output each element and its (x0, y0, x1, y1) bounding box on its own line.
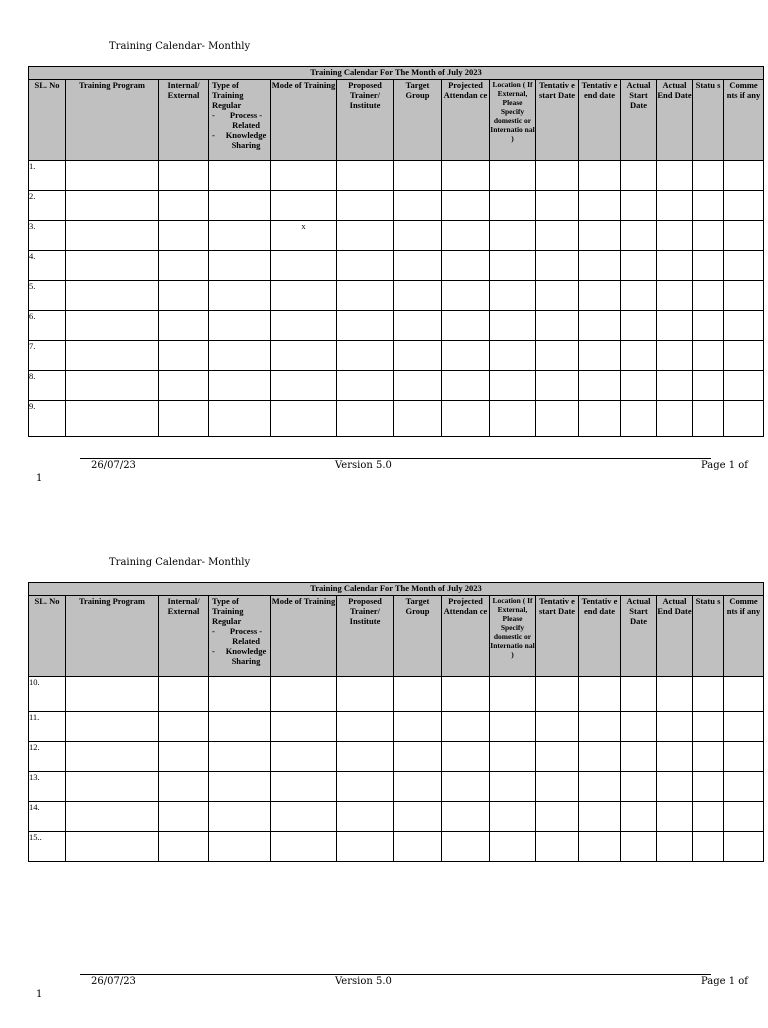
table-cell[interactable] (66, 341, 159, 371)
table-cell[interactable] (159, 802, 209, 832)
table-cell[interactable] (394, 401, 442, 437)
table-cell[interactable] (657, 802, 693, 832)
table-cell[interactable] (394, 311, 442, 341)
table-cell[interactable] (536, 802, 579, 832)
header-projected-attendance: Projected Attendan ce (442, 596, 490, 677)
table-cell[interactable] (693, 371, 724, 401)
table-cell[interactable] (442, 772, 490, 802)
table-cell[interactable] (159, 371, 209, 401)
footer-page-total: 1 (36, 473, 43, 484)
cell-mode-of-training[interactable] (271, 161, 337, 191)
table-cell[interactable] (724, 802, 764, 832)
table-cell[interactable] (657, 161, 693, 191)
table-cell[interactable] (579, 832, 621, 862)
document-title: Training Calendar- Monthly (109, 557, 251, 568)
table-cell[interactable] (657, 311, 693, 341)
training-calendar-table (28, 582, 764, 862)
header-type-of-training (209, 596, 271, 677)
table-cell[interactable] (693, 251, 724, 281)
table-cell[interactable] (536, 161, 579, 191)
table-cell[interactable] (724, 371, 764, 401)
table-cell[interactable] (657, 742, 693, 772)
row-number: 7. (29, 341, 66, 371)
table-cell[interactable] (209, 341, 271, 371)
table-cell[interactable] (621, 221, 657, 251)
table-cell[interactable] (621, 712, 657, 742)
table-cell[interactable] (579, 251, 621, 281)
footer-version: Version 5.0 (335, 460, 392, 471)
table-cell[interactable] (337, 251, 394, 281)
table-cell[interactable] (621, 341, 657, 371)
type-knowledge-sharing: - Knowledge Sharing (212, 130, 270, 150)
table-cell[interactable] (536, 311, 579, 341)
document-title: Training Calendar- Monthly (109, 41, 251, 52)
table-cell[interactable] (621, 161, 657, 191)
table-cell[interactable] (442, 311, 490, 341)
type-regular: Regular (212, 616, 242, 626)
footer-divider (80, 458, 711, 459)
table-cell[interactable] (724, 281, 764, 311)
header-type-of-training (209, 80, 271, 161)
table-cell[interactable] (579, 371, 621, 401)
row-number: 5. (29, 281, 66, 311)
table-cell[interactable] (337, 712, 394, 742)
header-sl-no: SL. No (29, 596, 66, 677)
table-cell[interactable] (724, 191, 764, 221)
header-sl-no: SL. No (29, 80, 66, 161)
table-cell[interactable] (657, 772, 693, 802)
table-cell[interactable] (536, 832, 579, 862)
table-cell[interactable] (693, 712, 724, 742)
table-cell[interactable] (693, 802, 724, 832)
training-calendar-table (28, 66, 764, 437)
table-cell[interactable] (693, 161, 724, 191)
table-cell[interactable] (337, 677, 394, 712)
table-cell[interactable] (442, 677, 490, 712)
cell-mode-of-training[interactable] (271, 281, 337, 311)
table-cell[interactable] (394, 251, 442, 281)
table-cell[interactable] (337, 401, 394, 437)
table-cell[interactable] (159, 281, 209, 311)
row-number: 8. (29, 371, 66, 401)
table-cell[interactable] (724, 221, 764, 251)
table-cell[interactable] (66, 712, 159, 742)
table-cell[interactable] (337, 191, 394, 221)
table-cell[interactable] (394, 221, 442, 251)
cell-mode-of-training[interactable] (271, 371, 337, 401)
header-status: Statu s (693, 80, 724, 161)
table-cell[interactable] (579, 311, 621, 341)
table-cell[interactable] (337, 161, 394, 191)
table-cell[interactable] (536, 677, 579, 712)
row-number: 14. (29, 802, 66, 832)
header-training-program: Training Program (66, 596, 159, 677)
table-cell[interactable] (579, 161, 621, 191)
table-cell[interactable] (657, 712, 693, 742)
table-cell[interactable] (724, 677, 764, 712)
table-cell[interactable] (66, 311, 159, 341)
table-cell[interactable] (693, 221, 724, 251)
cell-mode-of-training[interactable] (271, 712, 337, 742)
table-cell[interactable] (159, 251, 209, 281)
table-cell[interactable] (693, 742, 724, 772)
table-cell[interactable] (337, 341, 394, 371)
table-cell[interactable] (536, 221, 579, 251)
table-cell[interactable] (579, 221, 621, 251)
table-cell[interactable] (209, 251, 271, 281)
table-cell[interactable] (66, 371, 159, 401)
cell-mode-of-training[interactable] (271, 401, 337, 437)
table-cell[interactable] (209, 191, 271, 221)
table-row (29, 802, 764, 832)
table-cell[interactable] (490, 311, 536, 341)
type-knowledge-sharing: - Knowledge Sharing (212, 646, 270, 666)
table-cell[interactable] (579, 191, 621, 221)
table-cell[interactable] (657, 251, 693, 281)
table-cell[interactable] (442, 161, 490, 191)
type-process-related: - Process - Related (212, 110, 270, 130)
header-actual-end: Actual End Date (657, 80, 693, 161)
table-cell[interactable] (490, 401, 536, 437)
header-mode-of-training: Mode of Training (271, 596, 337, 677)
table-cell[interactable] (536, 712, 579, 742)
table-cell[interactable] (490, 832, 536, 862)
table-row (29, 251, 764, 281)
table-cell[interactable] (724, 311, 764, 341)
table-row (29, 191, 764, 221)
header-actual-start: Actual Start Date (621, 80, 657, 161)
cell-mode-of-training[interactable]: x (271, 221, 337, 251)
header-comments: Comme nts if any (724, 80, 764, 161)
table-caption: Training Calendar For The Month of July 2023 (29, 583, 764, 596)
row-number: 2. (29, 191, 66, 221)
table-cell[interactable] (159, 341, 209, 371)
table-cell[interactable] (337, 772, 394, 802)
table-cell[interactable] (337, 371, 394, 401)
table-cell[interactable] (657, 221, 693, 251)
row-number: 11. (29, 712, 66, 742)
table-cell[interactable] (536, 401, 579, 437)
table-cell[interactable] (579, 802, 621, 832)
table-cell[interactable] (394, 677, 442, 712)
header-tentative-start: Tentativ e start Date (536, 596, 579, 677)
row-number: 10. (29, 677, 66, 712)
table-cell[interactable] (657, 341, 693, 371)
table-cell[interactable] (159, 677, 209, 712)
header-internal-external: Internal/ External (159, 596, 209, 677)
row-number: 15.. (29, 832, 66, 862)
row-number: 3. (29, 221, 66, 251)
table-row (29, 161, 764, 191)
footer-page-number: Page 1 of (701, 976, 749, 987)
table-cell[interactable] (693, 311, 724, 341)
table-row (29, 341, 764, 371)
table-cell[interactable] (579, 401, 621, 437)
table-cell[interactable] (621, 742, 657, 772)
table-cell[interactable] (209, 802, 271, 832)
table-row (29, 221, 764, 251)
cell-mode-of-training[interactable] (271, 677, 337, 712)
footer-page-number: Page 1 of (701, 460, 749, 471)
table-cell[interactable] (66, 401, 159, 437)
table-cell[interactable] (490, 341, 536, 371)
header-comments: Comme nts if any (724, 596, 764, 677)
table-cell[interactable] (724, 772, 764, 802)
table-cell[interactable] (209, 371, 271, 401)
cell-mode-of-training[interactable] (271, 341, 337, 371)
table-cell[interactable] (394, 802, 442, 832)
table-cell[interactable] (579, 712, 621, 742)
table-cell[interactable] (337, 221, 394, 251)
cell-mode-of-training[interactable] (271, 191, 337, 221)
table-cell[interactable] (490, 251, 536, 281)
table-cell[interactable] (579, 742, 621, 772)
table-cell[interactable] (159, 161, 209, 191)
table-cell[interactable] (394, 191, 442, 221)
table-cell[interactable] (337, 742, 394, 772)
table-cell[interactable] (209, 742, 271, 772)
header-internal-external: Internal/ External (159, 80, 209, 161)
cell-mode-of-training[interactable] (271, 742, 337, 772)
table-cell[interactable] (159, 772, 209, 802)
table-cell[interactable] (490, 712, 536, 742)
table-cell[interactable] (66, 772, 159, 802)
table-cell[interactable] (621, 191, 657, 221)
table-cell[interactable] (724, 251, 764, 281)
table-cell[interactable] (693, 341, 724, 371)
table-cell[interactable] (693, 677, 724, 712)
table-cell[interactable] (579, 772, 621, 802)
table-cell[interactable] (209, 161, 271, 191)
header-projected-attendance: Projected Attendan ce (442, 80, 490, 161)
table-cell[interactable] (209, 401, 271, 437)
table-cell[interactable] (621, 832, 657, 862)
header-target-group: Target Group (394, 80, 442, 161)
cell-mode-of-training[interactable] (271, 802, 337, 832)
table-cell[interactable] (66, 832, 159, 862)
table-cell[interactable] (621, 401, 657, 437)
table-row (29, 371, 764, 401)
table-row (29, 311, 764, 341)
table-cell[interactable] (442, 832, 490, 862)
table-cell[interactable] (536, 341, 579, 371)
table-cell[interactable] (657, 677, 693, 712)
table-cell[interactable] (209, 712, 271, 742)
table-cell[interactable] (394, 832, 442, 862)
row-number: 6. (29, 311, 66, 341)
table-cell[interactable] (621, 772, 657, 802)
table-cell[interactable] (66, 161, 159, 191)
table-cell[interactable] (209, 677, 271, 712)
table-cell[interactable] (657, 281, 693, 311)
cell-mode-of-training[interactable] (271, 832, 337, 862)
header-location: Location ( If External, Please Specify domestic or Internatio nal ) (490, 80, 536, 161)
table-cell[interactable] (66, 281, 159, 311)
table-cell[interactable] (724, 742, 764, 772)
table-cell[interactable] (490, 221, 536, 251)
table-cell[interactable] (66, 802, 159, 832)
table-row (29, 677, 764, 712)
document-page-2 (0, 516, 768, 1028)
table-cell[interactable] (657, 401, 693, 437)
table-cell[interactable] (159, 221, 209, 251)
table-cell[interactable] (724, 401, 764, 437)
table-cell[interactable] (159, 401, 209, 437)
table-cell[interactable] (579, 677, 621, 712)
table-cell[interactable] (394, 281, 442, 311)
table-cell[interactable] (621, 251, 657, 281)
table-cell[interactable] (490, 742, 536, 772)
table-cell[interactable] (159, 742, 209, 772)
table-cell[interactable] (209, 832, 271, 862)
table-row (29, 401, 764, 437)
table-cell[interactable] (536, 281, 579, 311)
table-cell[interactable] (159, 832, 209, 862)
table-cell[interactable] (490, 281, 536, 311)
type-title: Type of Training (212, 596, 244, 616)
table-cell[interactable] (394, 742, 442, 772)
table-cell[interactable] (442, 251, 490, 281)
table-cell[interactable] (693, 401, 724, 437)
table-cell[interactable] (693, 832, 724, 862)
table-cell[interactable] (394, 712, 442, 742)
table-cell[interactable] (490, 677, 536, 712)
table-cell[interactable] (394, 161, 442, 191)
table-cell[interactable] (337, 311, 394, 341)
table-row (29, 281, 764, 311)
table-cell[interactable] (621, 677, 657, 712)
header-target-group: Target Group (394, 596, 442, 677)
table-cell[interactable] (536, 742, 579, 772)
table-cell[interactable] (209, 772, 271, 802)
header-tentative-end: Tentativ e end date (579, 596, 621, 677)
table-cell[interactable] (66, 251, 159, 281)
table-cell[interactable] (442, 712, 490, 742)
header-status: Statu s (693, 596, 724, 677)
table-cell[interactable] (657, 371, 693, 401)
footer-divider (80, 974, 711, 975)
table-cell[interactable] (724, 161, 764, 191)
header-training-program: Training Program (66, 80, 159, 161)
table-cell[interactable] (209, 281, 271, 311)
row-number: 13. (29, 772, 66, 802)
table-cell[interactable] (209, 311, 271, 341)
table-cell[interactable] (159, 311, 209, 341)
table-cell[interactable] (724, 832, 764, 862)
table-cell[interactable] (621, 371, 657, 401)
footer-page-total: 1 (36, 989, 43, 1000)
header-proposed-trainer: Proposed Trainer/ Institute (337, 596, 394, 677)
table-cell[interactable] (394, 772, 442, 802)
table-cell[interactable] (66, 742, 159, 772)
table-cell[interactable] (209, 221, 271, 251)
header-proposed-trainer: Proposed Trainer/ Institute (337, 80, 394, 161)
table-cell[interactable] (337, 832, 394, 862)
table-cell[interactable] (724, 341, 764, 371)
table-cell[interactable] (579, 341, 621, 371)
table-row (29, 712, 764, 742)
table-cell[interactable] (442, 341, 490, 371)
row-number: 1. (29, 161, 66, 191)
table-cell[interactable] (621, 311, 657, 341)
document-page-1 (0, 0, 768, 512)
type-title: Type of Training (212, 80, 244, 100)
table-cell[interactable] (159, 191, 209, 221)
cell-mode-of-training[interactable] (271, 251, 337, 281)
table-cell[interactable] (657, 832, 693, 862)
table-row (29, 772, 764, 802)
header-location: Location ( If External, Please Specify domestic or Internatio nal ) (490, 596, 536, 677)
table-cell[interactable] (442, 802, 490, 832)
type-process-related: - Process - Related (212, 626, 270, 646)
table-cell[interactable] (490, 772, 536, 802)
table-cell[interactable] (442, 371, 490, 401)
table-cell[interactable] (693, 281, 724, 311)
row-number: 4. (29, 251, 66, 281)
table-cell[interactable] (337, 281, 394, 311)
table-row (29, 832, 764, 862)
header-tentative-start: Tentativ e start Date (536, 80, 579, 161)
cell-mode-of-training[interactable] (271, 772, 337, 802)
table-cell[interactable] (337, 802, 394, 832)
table-cell[interactable] (490, 191, 536, 221)
header-tentative-end: Tentativ e end date (579, 80, 621, 161)
row-number: 9. (29, 401, 66, 437)
table-cell[interactable] (442, 191, 490, 221)
table-cell[interactable] (394, 341, 442, 371)
table-cell[interactable] (442, 401, 490, 437)
table-cell[interactable] (724, 712, 764, 742)
table-cell[interactable] (621, 802, 657, 832)
table-cell[interactable] (693, 772, 724, 802)
table-cell[interactable] (442, 221, 490, 251)
header-actual-start: Actual Start Date (621, 596, 657, 677)
table-cell[interactable] (442, 742, 490, 772)
table-cell[interactable] (693, 191, 724, 221)
footer-date: 26/07/23 (91, 976, 136, 987)
cell-mode-of-training[interactable] (271, 311, 337, 341)
table-cell[interactable] (66, 221, 159, 251)
table-row (29, 742, 764, 772)
table-cell[interactable] (490, 371, 536, 401)
footer-date: 26/07/23 (91, 460, 136, 471)
table-cell[interactable] (536, 251, 579, 281)
table-cell[interactable] (490, 802, 536, 832)
table-caption: Training Calendar For The Month of July 2023 (29, 67, 764, 80)
table-cell[interactable] (490, 161, 536, 191)
type-regular: Regular (212, 100, 242, 110)
table-cell[interactable] (442, 281, 490, 311)
table-cell[interactable] (621, 281, 657, 311)
row-number: 12. (29, 742, 66, 772)
table-cell[interactable] (536, 371, 579, 401)
table-cell[interactable] (159, 712, 209, 742)
table-cell[interactable] (579, 281, 621, 311)
table-cell[interactable] (657, 191, 693, 221)
table-cell[interactable] (66, 191, 159, 221)
table-cell[interactable] (394, 371, 442, 401)
header-mode-of-training: Mode of Training (271, 80, 337, 161)
table-cell[interactable] (536, 772, 579, 802)
header-actual-end: Actual End Date (657, 596, 693, 677)
table-cell[interactable] (66, 677, 159, 712)
footer-version: Version 5.0 (335, 976, 392, 987)
table-cell[interactable] (536, 191, 579, 221)
